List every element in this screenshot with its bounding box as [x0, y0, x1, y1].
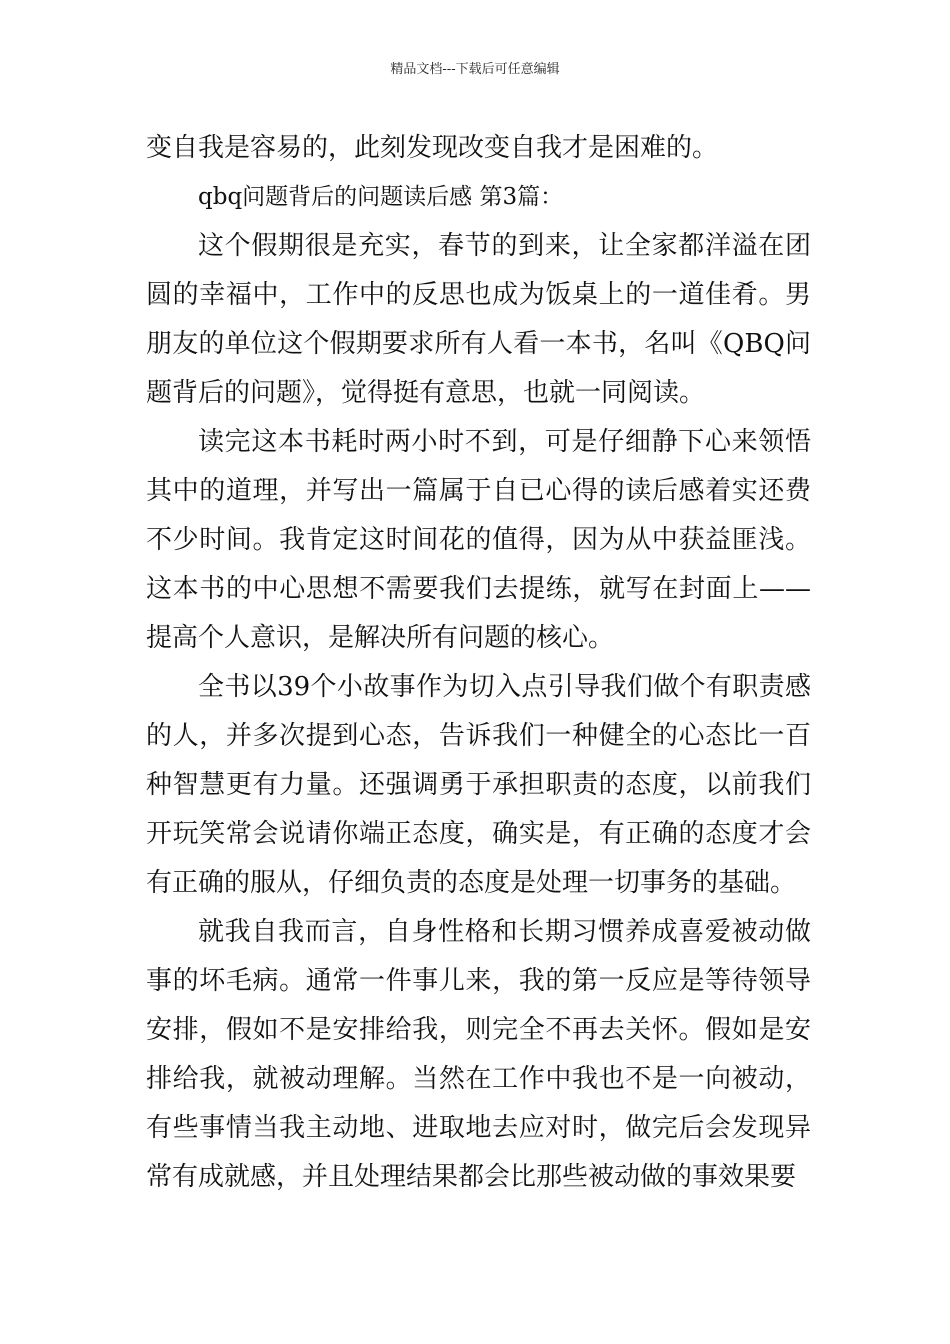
paragraph: 就我自我而言，自身性格和长期习惯养成喜爱被动做事的坏毛病。通常一件事儿来，我的第一反应是等待领导安排，假如不是安排给我，则完全不再去关怀。假如是安排给我，就被动理解。当然在工作中我也不是一向被动，有些事情当我主动地、进取地去应对时，做完后会发现异常有成就感，并且处理结果都会比那些被动做的事效果要 [146, 917, 811, 1192]
page-header: 精品文档---下载后可任意编辑 [390, 62, 560, 77]
paragraph-continuation: 变自我是容易的，此刻发现改变自我才是困难的。 [146, 133, 719, 163]
section-heading: qbq问题背后的问题读后感 第3篇： [198, 184, 564, 210]
paragraph: 这个假期很是充实，春节的到来，让全家都洋溢在团圆的幸福中，工作中的反思也成为饭桌上的一道佳肴。男朋友的单位这个假期要求所有人看一本书，名叫《QBQ问题背后的问题》，觉得挺有意思，也就一同阅读。 [146, 231, 811, 408]
paragraph: 全书以39个小故事作为切入点引导我们做个有职责感的人，并多次提到心态，告诉我们一种健全的心态比一百种智慧更有力量。还强调勇于承担职责的态度，以前我们开玩笑常会说请你端正态度，确实是，有正确的态度才会有正确的服从，仔细负责的态度是处理一切事务的基础。 [146, 672, 811, 898]
paragraph: 读完这本书耗时两小时不到，可是仔细静下心来领悟其中的道理，并写出一篇属于自已心得的读后感着实还费不少时间。我肯定这时间花的值得，因为从中获益匪浅。这本书的中心思想不需要我们去提练，就写在封面上——提高个人意识，是解决所有问题的核心。 [146, 427, 811, 653]
document-body [146, 124, 811, 1202]
